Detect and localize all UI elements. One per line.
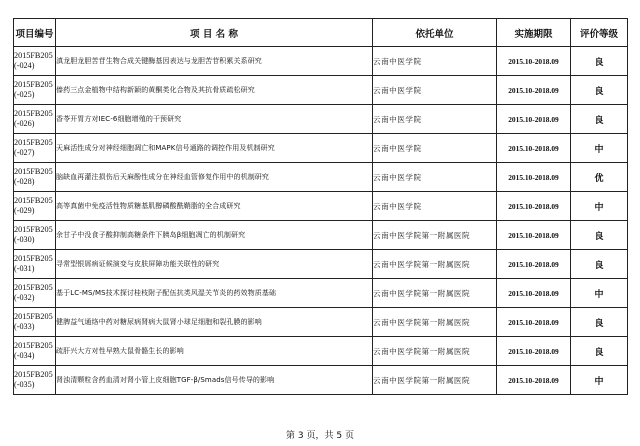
host-unit-cell: 云南中医学院第一附属医院 — [373, 337, 497, 366]
host-unit-cell: 云南中医学院第一附属医院 — [373, 366, 497, 395]
project-id-cell — [14, 47, 56, 76]
host-unit-cell: 云南中医学院 — [373, 105, 497, 134]
project-id-suffix: (-026) — [14, 119, 35, 128]
table-row — [14, 366, 628, 395]
grade-cell: 优 — [571, 163, 628, 192]
period-cell: 2015.10-2018.09 — [497, 192, 571, 221]
project-name-cell: 滇龙胆龙胆苦苷生物合成关键酶基因表达与龙胆苦苷积累关系研究 — [56, 47, 373, 76]
table-row — [14, 105, 628, 134]
project-id-cell — [14, 250, 56, 279]
project-id-suffix: (-027) — [14, 148, 35, 157]
grade-cell: 中 — [571, 279, 628, 308]
grade-cell: 中 — [571, 134, 628, 163]
header-project-id: 项目编号 — [14, 19, 56, 47]
project-name-cell: 疏肝兴大方对性早熟大鼠骨骼生长的影响 — [56, 337, 373, 366]
project-id-cell — [14, 192, 56, 221]
table-header-row — [14, 19, 628, 47]
host-unit-cell: 云南中医学院 — [373, 134, 497, 163]
grade-cell: 良 — [571, 76, 628, 105]
project-name-cell: 健脾益气通络中药对糖尿病肾病大鼠肾小球足细胞和裂孔膜的影响 — [56, 308, 373, 337]
grade-cell: 中 — [571, 192, 628, 221]
host-unit-cell: 云南中医学院 — [373, 192, 497, 221]
header-host-unit: 依托单位 — [373, 19, 497, 47]
grade-cell: 良 — [571, 250, 628, 279]
project-id-cell — [14, 366, 56, 395]
project-name-cell: 肾浊清颗粒含药血清对肾小管上皮细胞TGF-β/Smads信号传导的影响 — [56, 366, 373, 395]
project-id-suffix: (-030) — [14, 235, 35, 244]
page-number: 第 3 页，共 5 页 — [286, 431, 354, 441]
grade-cell: 良 — [571, 105, 628, 134]
project-name-cell: 天麻活性成分对神经细胞凋亡和MAPK信号通路的调控作用及机制研究 — [56, 134, 373, 163]
project-id-cell — [14, 105, 56, 134]
project-id-code: 2015FB205 — [14, 137, 53, 147]
project-evaluation-table — [13, 18, 628, 395]
project-id-suffix: (-025) — [14, 90, 35, 99]
grade-cell: 良 — [571, 308, 628, 337]
project-id-code: 2015FB205 — [14, 253, 53, 263]
project-id-cell — [14, 163, 56, 192]
project-id-suffix: (-033) — [14, 322, 35, 331]
host-unit-cell: 云南中医学院 — [373, 47, 497, 76]
period-cell: 2015.10-2018.09 — [497, 366, 571, 395]
host-unit-cell: 云南中医学院 — [373, 163, 497, 192]
project-id-suffix: (-024) — [14, 61, 35, 70]
project-id-code: 2015FB205 — [14, 311, 53, 321]
project-id-cell — [14, 308, 56, 337]
project-id-code: 2015FB205 — [14, 108, 53, 118]
table-row — [14, 192, 628, 221]
period-cell: 2015.10-2018.09 — [497, 279, 571, 308]
header-grade: 评价等级 — [571, 19, 628, 47]
table-row — [14, 279, 628, 308]
project-id-cell — [14, 221, 56, 250]
project-id-cell — [14, 337, 56, 366]
host-unit-cell: 云南中医学院 — [373, 76, 497, 105]
project-id-suffix: (-031) — [14, 264, 35, 273]
table-row — [14, 337, 628, 366]
project-id-code: 2015FB205 — [14, 166, 53, 176]
table-row — [14, 163, 628, 192]
project-name-cell: 脑缺血再灌注损伤后天麻酚性成分在神经血管修复作用中的机制研究 — [56, 163, 373, 192]
table-row — [14, 308, 628, 337]
grade-cell: 良 — [571, 337, 628, 366]
period-cell: 2015.10-2018.09 — [497, 47, 571, 76]
host-unit-cell: 云南中医学院第一附属医院 — [373, 279, 497, 308]
header-period: 实施期限 — [497, 19, 571, 47]
host-unit-cell: 云南中医学院第一附属医院 — [373, 308, 497, 337]
project-id-code: 2015FB205 — [14, 340, 53, 350]
period-cell: 2015.10-2018.09 — [497, 308, 571, 337]
period-cell: 2015.10-2018.09 — [497, 250, 571, 279]
header-project-name: 项 目 名 称 — [56, 19, 373, 47]
host-unit-cell: 云南中医学院第一附属医院 — [373, 250, 497, 279]
project-id-suffix: (-028) — [14, 177, 35, 186]
project-id-cell — [14, 134, 56, 163]
project-id-suffix: (-029) — [14, 206, 35, 215]
period-cell: 2015.10-2018.09 — [497, 134, 571, 163]
grade-cell: 良 — [571, 47, 628, 76]
table-row — [14, 250, 628, 279]
project-name-cell: 余甘子中没食子酸抑制高糖条件下胰岛β细胞凋亡的机制研究 — [56, 221, 373, 250]
project-id-cell — [14, 76, 56, 105]
project-id-suffix: (-032) — [14, 293, 35, 302]
table-row — [14, 76, 628, 105]
period-cell: 2015.10-2018.09 — [497, 163, 571, 192]
project-id-code: 2015FB205 — [14, 224, 53, 234]
project-name-cell: 寻常型银屑病证候演变与皮肤屏障功能关联性的研究 — [56, 250, 373, 279]
period-cell: 2015.10-2018.09 — [497, 221, 571, 250]
grade-cell: 中 — [571, 366, 628, 395]
project-id-code: 2015FB205 — [14, 50, 53, 60]
period-cell: 2015.10-2018.09 — [497, 337, 571, 366]
project-id-code: 2015FB205 — [14, 195, 53, 205]
table-row — [14, 47, 628, 76]
grade-cell: 良 — [571, 221, 628, 250]
project-name-cell: 高等真菌中免疫活性物质糖基肌醇磷酸酰鞘脂的全合成研究 — [56, 192, 373, 221]
project-name-cell: 基于LC-MS/MS技术探讨桂枝附子配伍抗类风湿关节炎的药效物质基础 — [56, 279, 373, 308]
period-cell: 2015.10-2018.09 — [497, 105, 571, 134]
project-id-suffix: (-035) — [14, 380, 35, 389]
table-row — [14, 221, 628, 250]
project-name-cell: 香苓开胃方对IEC-6细胞增殖的干预研究 — [56, 105, 373, 134]
table-row — [14, 134, 628, 163]
period-cell: 2015.10-2018.09 — [497, 76, 571, 105]
project-id-cell — [14, 279, 56, 308]
project-name-cell: 傣药三点金植物中结构新颖的黄酮类化合物及其抗骨质疏松研究 — [56, 76, 373, 105]
project-id-code: 2015FB205 — [14, 369, 53, 379]
project-id-code: 2015FB205 — [14, 282, 53, 292]
project-id-code: 2015FB205 — [14, 79, 53, 89]
host-unit-cell: 云南中医学院第一附属医院 — [373, 221, 497, 250]
project-id-suffix: (-034) — [14, 351, 35, 360]
